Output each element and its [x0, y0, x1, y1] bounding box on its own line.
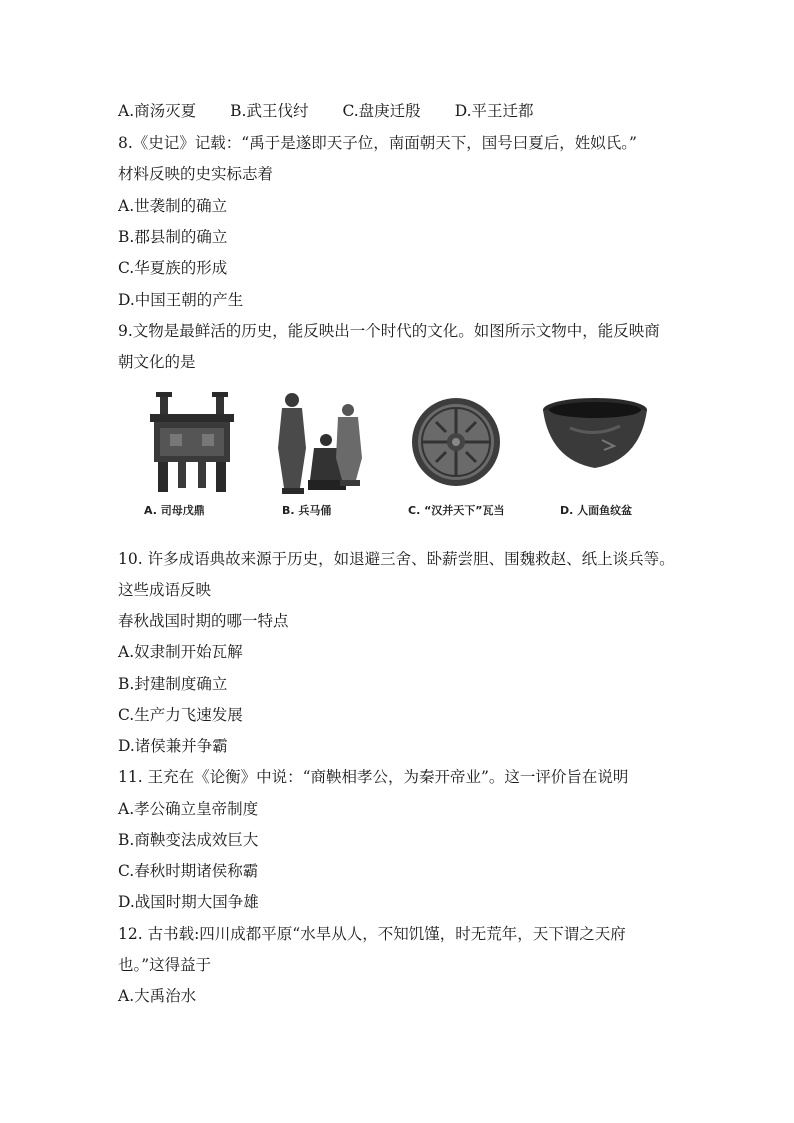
q11-option-c: C.春秋时期诸侯称霸: [118, 862, 259, 880]
q10-option-a: A.奴隶制开始瓦解: [118, 643, 243, 661]
q12-option-a: A.大禹治水: [118, 987, 197, 1005]
q10-option-d: D.诸侯兼并争霸: [118, 737, 228, 755]
q11-option-a: A.孝公确立皇帝制度: [118, 800, 259, 818]
q9-caption-c: C. “汉并天下”瓦当: [408, 504, 505, 517]
q11-option-b: B.商鞅变法成效巨大: [118, 831, 259, 849]
q7-option-b: B.武王伐纣: [230, 102, 309, 120]
ding-vessel-image: [146, 388, 238, 498]
q7-option-c: C.盘庚迁殷: [342, 102, 421, 120]
q7-options: [118, 101, 568, 121]
q8-option-b: B.郡县制的确立: [118, 228, 228, 246]
q10-stem-line2: 这些成语反映: [118, 581, 212, 599]
q9-caption-d: D. 人面鱼纹盆: [560, 504, 633, 517]
q7-option-a: A.商汤灭夏: [118, 102, 197, 120]
q9-stem-line1: 9.文物是最鲜活的历史，能反映出一个时代的文化。如图所示文物中，能反映商: [118, 322, 660, 340]
q8-stem-line1: 8.《史记》记载：“禹于是遂即天子位，南面朝天下，国号曰夏后，姓姒氏。”: [118, 134, 637, 152]
wadang-tile-image: [408, 388, 504, 498]
q7-option-d: D.平王迁都: [454, 102, 534, 120]
q11-option-d: D.战国时期大国争雄: [118, 893, 259, 911]
q9-stem-line2: 朝文化的是: [118, 353, 196, 371]
q8-option-d: D.中国王朝的产生: [118, 291, 244, 309]
q8-option-c: C.华夏族的形成: [118, 259, 228, 277]
q9-caption-a: A. 司母戊鼎: [144, 504, 205, 517]
q9-caption-b: B. 兵马俑: [282, 504, 332, 517]
q8-option-a: A.世袭制的确立: [118, 197, 228, 215]
q10-option-c: C.生产力飞速发展: [118, 706, 243, 724]
q11-stem-line1: 11. 王充在《论衡》中说：“商鞅相孝公，为秦开帝业”。这一评价旨在说明: [118, 768, 629, 786]
terracotta-warriors-image: [272, 388, 372, 498]
q10-stem-line1: 10. 许多成语典故来源于历史，如退避三舍、卧薪尝胆、围魏救赵、纸上谈兵等。: [118, 550, 675, 568]
q9-artifact-figures: [138, 388, 678, 528]
q8-stem-line2: 材料反映的史实标志着: [118, 165, 274, 183]
q12-stem-line2: 也。”这得益于: [118, 956, 212, 974]
fish-face-basin-image: [540, 388, 650, 498]
q10-stem-line3: 春秋战国时期的哪一特点: [118, 612, 289, 630]
q10-option-b: B.封建制度确立: [118, 675, 228, 693]
q12-stem-line1: 12. 古书载:四川成都平原“水旱从人，不知饥馑，时无荒年，天下谓之天府: [118, 925, 626, 943]
